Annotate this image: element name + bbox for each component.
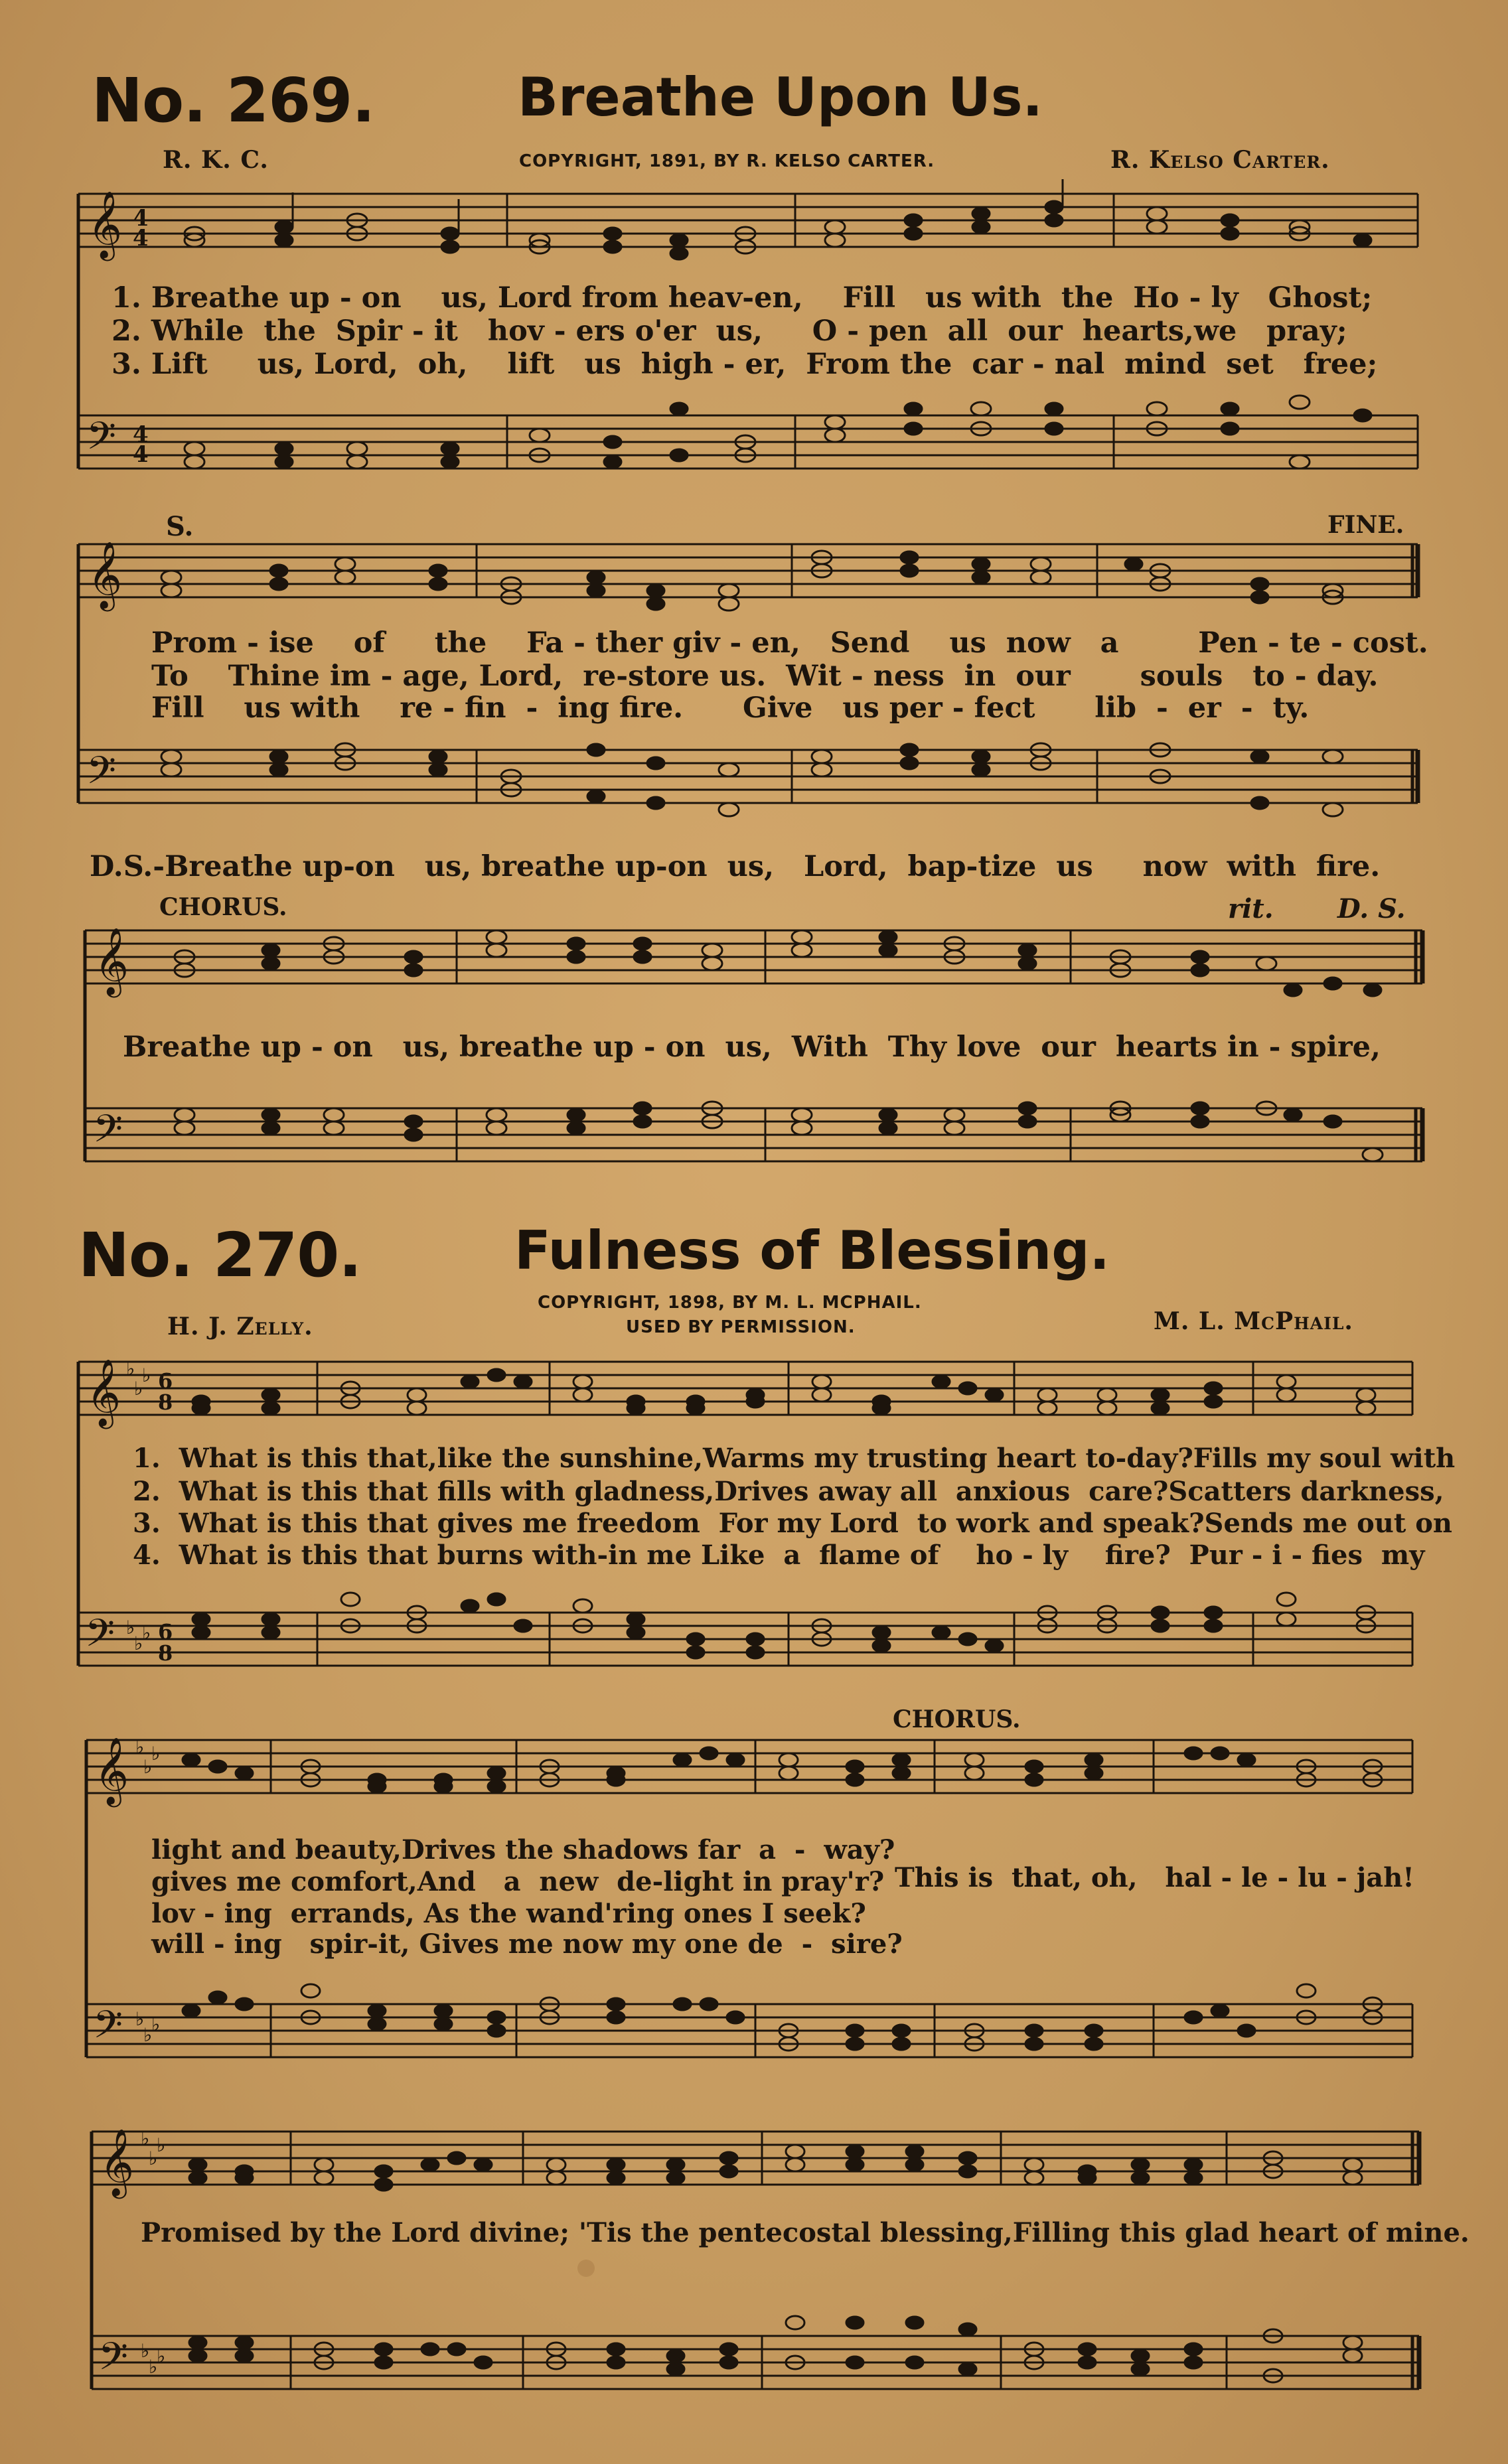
hymn-269-verse-a-line-3: 3. Lift us, Lord, oh, lift us high - er, From the car - nal mind set free; — [112, 348, 1378, 381]
hymn-270-copyright-2: USED BY PERMISSION. — [626, 1317, 856, 1337]
svg-text:𝄢: 𝄢 — [85, 1611, 115, 1665]
hymn-269-verse-b-line-2: To Thine im - age, Lord, re-store us. Wit - ness in our souls to - day. — [151, 660, 1379, 693]
svg-text:6: 6 — [158, 1368, 173, 1394]
svg-text:𝄢: 𝄢 — [93, 2002, 123, 2057]
paper-stain — [577, 2260, 595, 2277]
hymn-270-number: No. 270. — [78, 1220, 362, 1291]
hymn-270-author: H. J. Zelly. — [167, 1313, 313, 1341]
svg-text:♭: ♭ — [143, 2024, 153, 2046]
hymn-270-verse-a-line-1: 1. What is this that,like the sunshine,Warms my trusting heart to-day?Fills my soul with — [133, 1443, 1456, 1474]
hymn-269-chorus-line: Breathe up - on us, breathe up - on us, With Thy love our hearts in - spire, — [123, 1031, 1381, 1064]
svg-text:♭: ♭ — [149, 2147, 158, 2169]
svg-text:𝄞: 𝄞 — [94, 926, 129, 995]
svg-text:𝄞: 𝄞 — [88, 190, 123, 258]
svg-text:𝄞: 𝄞 — [86, 1358, 121, 1426]
svg-text:♭: ♭ — [134, 1632, 143, 1654]
svg-text:♭: ♭ — [126, 1617, 135, 1638]
svg-text:♭: ♭ — [143, 1756, 153, 1778]
svg-text:6: 6 — [158, 1619, 173, 1644]
svg-text:4: 4 — [133, 225, 149, 252]
svg-text:♭: ♭ — [135, 1736, 145, 1758]
hymn-270-verse-b-line-2: gives me comfort,And a new de-light in pray'r? — [151, 1866, 885, 1897]
svg-text:𝄢: 𝄢 — [98, 2334, 129, 2388]
svg-text:𝄢: 𝄢 — [86, 413, 117, 468]
hymn-270-verse-a-line-3: 3. What is this that gives me freedom For my Lord to work and speak?Sends me out on — [133, 1508, 1453, 1539]
svg-text:𝄞: 𝄞 — [100, 2128, 135, 2196]
svg-text:♭: ♭ — [141, 2128, 150, 2149]
svg-text:4: 4 — [133, 205, 149, 232]
hymn-270-chorus-line-b: Promised by the Lord divine; 'Tis the pentecostal blessing,Filling this glad heart of mine. — [141, 2217, 1470, 2248]
hymn-269-segno: S. — [166, 511, 194, 542]
hymn-269-verse-b-line-1: Prom - ise of the Fa - ther giv - en, Send us now a Pen - te - cost. — [151, 626, 1428, 660]
hymn-270-verse-b-line-1: light and beauty,Drives the shadows far a - way? — [151, 1834, 895, 1865]
svg-text:𝄞: 𝄞 — [88, 540, 123, 609]
svg-text:♭: ♭ — [151, 1743, 161, 1765]
hymn-269-verse-b-line-3: Fill us with re - fin - ing fire. Give us per - fect lib - er - ty. — [151, 691, 1310, 725]
svg-text:♭: ♭ — [134, 1378, 143, 1400]
hymn-269-composer: R. Kelso Carter. — [1110, 146, 1330, 174]
svg-text:4: 4 — [133, 421, 149, 448]
svg-text:♭: ♭ — [142, 1364, 151, 1386]
svg-text:♭: ♭ — [141, 2340, 150, 2362]
hymn-269-title: Breathe Upon Us. — [518, 66, 1043, 128]
hymn-269-ds-line: D.S.-Breathe up-on us, breathe up-on us, Lord, bap-tize us now with fire. — [90, 850, 1381, 883]
svg-text:♭: ♭ — [151, 2013, 161, 2035]
hymn-269-fine: FINE. — [1327, 511, 1404, 539]
svg-text:𝄢: 𝄢 — [93, 1106, 123, 1161]
hymn-270-verse-b-line-3: lov - ing errands, As the wand'ring ones I seek? — [151, 1898, 866, 1929]
hymn-270-chorus-line-a: This is that, oh, hal - le - lu - jah! — [895, 1862, 1414, 1893]
svg-text:𝄞: 𝄞 — [94, 1736, 129, 1804]
svg-text:8: 8 — [158, 1640, 173, 1666]
svg-text:♭: ♭ — [157, 2134, 166, 2156]
hymn-270-verse-b-line-4: will - ing spir-it, Gives me now my one de - sire? — [151, 1928, 903, 1960]
svg-text:♭: ♭ — [149, 2356, 158, 2378]
svg-text:𝄢: 𝄢 — [86, 748, 117, 802]
hymn-269-number: No. 269. — [92, 65, 375, 136]
hymn-270-verse-a-line-4: 4. What is this that burns with-in me Like a flame of ho - ly fire? Pur - i - fies my — [133, 1540, 1425, 1571]
hymn-270-title: Fulness of Blessing. — [514, 1220, 1110, 1281]
hymn-269-chorus-label: CHORUS. — [159, 893, 287, 921]
hymn-270-composer: M. L. McPhail. — [1154, 1307, 1353, 1335]
svg-text:8: 8 — [158, 1390, 173, 1415]
hymn-269-author: R. K. C. — [163, 146, 269, 174]
hymn-270-copyright-1: COPYRIGHT, 1898, BY M. L. MCPHAIL. — [538, 1293, 922, 1313]
svg-text:♭: ♭ — [142, 1622, 151, 1644]
hymn-269-verse-a-line-2: 2. While the Spir - it hov - ers o'er us, O - pen all our hearts,we pray; — [112, 315, 1347, 348]
hymn-270-chorus-label: CHORUS. — [893, 1705, 1021, 1733]
hymn-269-ds-mark: D. S. — [1337, 893, 1406, 924]
svg-text:♭: ♭ — [135, 2008, 145, 2030]
svg-text:♭: ♭ — [157, 2345, 166, 2367]
svg-text:♭: ♭ — [126, 1358, 135, 1380]
hymn-270-verse-a-line-2: 2. What is this that fills with gladness,Drives away all anxious care?Scatters darkness, — [133, 1476, 1444, 1507]
hymn-270-system-3 — [72, 2117, 1432, 2422]
hymn-269-verse-a-line-1: 1. Breathe up - on us, Lord from heav-en, Fill us with the Ho - ly Ghost; — [112, 281, 1373, 315]
svg-text:4: 4 — [133, 441, 149, 468]
hymn-269-copyright: COPYRIGHT, 1891, BY R. KELSO CARTER. — [519, 151, 935, 171]
hymn-269-rit: rit. — [1228, 893, 1274, 924]
